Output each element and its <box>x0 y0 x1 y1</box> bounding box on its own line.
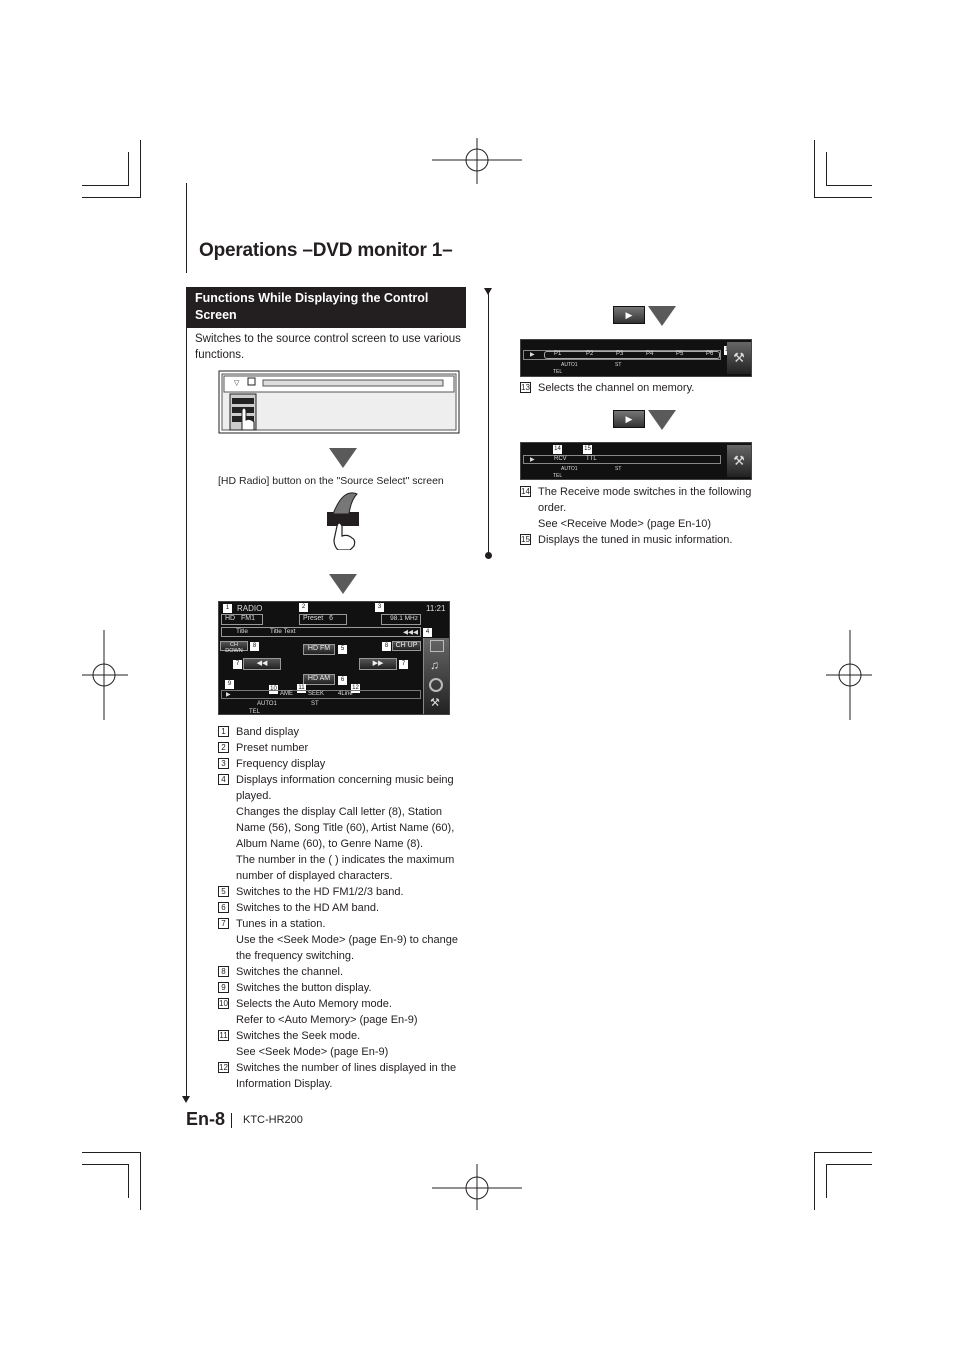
callout-text: See <Receive Mode> (page En-10) <box>538 518 712 530</box>
crop-mark <box>814 1152 872 1153</box>
hd-am-button[interactable]: HD AM <box>303 674 335 685</box>
callout-marker: 15 <box>584 446 591 452</box>
callout-text: Switches the Seek mode. <box>236 1030 361 1042</box>
tel-indicator: TEL <box>249 709 261 715</box>
crop-mark <box>826 185 872 186</box>
play-toggle[interactable]: ▶ <box>530 457 535 463</box>
preset-label: Preset <box>303 615 324 622</box>
callout-number: 12 <box>219 1063 228 1072</box>
callout-marker: 7 <box>233 660 242 669</box>
stereo-indicator: ST <box>615 466 622 472</box>
preset-screen <box>520 339 752 377</box>
receive-mode-screen <box>520 442 752 480</box>
section-heading: Functions While Displaying the Control Screen <box>186 287 466 328</box>
callout-marker: 11 <box>298 685 305 691</box>
callout-number: 6 <box>218 902 229 913</box>
title-bar <box>221 627 421 637</box>
callout-text: Switches to the HD AM band. <box>236 902 380 914</box>
preset-p5[interactable]: P5 <box>676 351 684 357</box>
callout-item <box>520 532 770 548</box>
callout-marker: 14 <box>554 446 561 452</box>
hd-radio-control-screen <box>218 601 450 715</box>
crop-mark <box>140 1152 141 1210</box>
music-note-icon[interactable]: ♫ <box>430 658 439 672</box>
callout-item <box>218 756 468 772</box>
wrench-icon[interactable]: ⚒ <box>727 445 751 477</box>
callout-list-right-b <box>520 484 770 548</box>
stereo-indicator: ST <box>615 362 622 368</box>
margin-rule-top <box>186 183 187 273</box>
arrow-down-icon <box>182 1096 190 1103</box>
callout-number: 8 <box>218 966 229 977</box>
callout-text: Switches the number of lines displayed in the Information Display. <box>236 1062 457 1090</box>
preset-group <box>544 351 720 359</box>
flow-arrow-icon <box>648 410 676 430</box>
crop-mark <box>826 1164 827 1198</box>
preset-p3[interactable]: P3 <box>616 351 624 357</box>
list-icon[interactable] <box>430 640 444 652</box>
auto-indicator: AUTO1 <box>257 701 277 707</box>
callout-item <box>218 980 468 996</box>
wrench-icon[interactable]: ⚒ <box>727 342 751 374</box>
callout-marker: 3 <box>375 603 384 612</box>
callout-number: 1 <box>218 726 229 737</box>
callout-text: Refer to <Auto Memory> (page En-9) <box>236 1014 418 1026</box>
model-name: KTC-HR200 <box>243 1114 303 1126</box>
callout-number: 10 <box>219 999 228 1008</box>
callout-marker: 2 <box>299 603 308 612</box>
callout-text: The number in the ( ) indicates the maximum number of displayed characters. <box>236 854 455 882</box>
column-rule <box>488 292 489 555</box>
callout-item <box>520 380 770 396</box>
callout-text: Use the <Seek Mode> (page En-9) to change the frequency switching. <box>236 934 458 962</box>
seek-down-button[interactable]: ◀◀ <box>243 658 281 670</box>
arrow-down-icon <box>484 288 492 295</box>
preset-number: 6 <box>329 615 333 622</box>
callout-item <box>218 900 468 916</box>
callout-item <box>218 884 468 900</box>
registration-mark-right <box>826 630 872 720</box>
callout-marker: 9 <box>225 680 234 689</box>
flow-arrow-icon <box>329 448 357 468</box>
callout-number: 14 <box>521 487 530 496</box>
callout-marker: 7 <box>399 660 408 669</box>
callout-item <box>218 740 468 756</box>
seek-button[interactable]: SEEK <box>308 691 325 697</box>
registration-mark-top <box>432 138 522 184</box>
clock: 11:21 <box>426 604 446 613</box>
wrench-icon[interactable]: ⚒ <box>430 697 440 709</box>
callout-text: Switches the button display. <box>236 982 372 994</box>
ame-button[interactable]: AME <box>280 691 294 697</box>
preset-bar <box>523 350 721 360</box>
auto-indicator: AUTO1 <box>561 466 578 472</box>
hd-fm-button[interactable]: HD FM <box>303 644 335 655</box>
receive-bar <box>523 455 721 464</box>
crop-mark <box>82 1152 140 1153</box>
callout-list-right-a <box>520 380 770 396</box>
callout-number: 9 <box>218 982 229 993</box>
tel-indicator: TEL <box>553 369 563 375</box>
preset-p6[interactable]: P6 <box>706 351 714 357</box>
callout-marker: 6 <box>338 676 347 685</box>
callout-text: Frequency display <box>236 758 326 770</box>
callout-item <box>520 484 770 532</box>
flow-arrow-icon <box>648 306 676 326</box>
callout-number: 13 <box>521 383 530 392</box>
ch-down-button[interactable]: CH DOWN <box>220 641 248 651</box>
callout-text: Tunes in a station. <box>236 918 326 930</box>
footer-divider <box>231 1113 232 1128</box>
callout-item <box>218 1060 468 1092</box>
margin-rule <box>186 287 187 1099</box>
crop-mark <box>82 197 140 198</box>
callout-number: 2 <box>218 742 229 753</box>
callout-text: Preset number <box>236 742 309 754</box>
callout-number: 15 <box>521 535 530 544</box>
frequency-value: 98.1 MHz <box>390 615 418 622</box>
hd-label: HD <box>225 615 236 622</box>
bottom-bar <box>221 690 421 699</box>
callout-text: Switches to the HD FM1/2/3 band. <box>236 886 404 898</box>
band-box <box>221 614 263 625</box>
scroll-icon[interactable]: ◀◀◀ <box>403 629 418 636</box>
crop-mark <box>128 152 129 186</box>
page-title: Operations –DVD monitor 1– <box>199 240 453 261</box>
flow-arrow-icon <box>329 574 357 594</box>
callout-marker: 10 <box>270 686 277 692</box>
intro-text: Switches to the source control screen to use various functions. <box>195 333 461 361</box>
frequency-display <box>381 614 421 625</box>
callout-marker: 8 <box>382 642 391 651</box>
crop-mark <box>826 1164 872 1165</box>
device-illustration <box>218 370 460 434</box>
callout-item <box>218 724 468 740</box>
callout-text: Displays information concerning music being played. <box>236 774 454 802</box>
callout-number: 5 <box>218 886 229 897</box>
side-panel <box>423 638 449 714</box>
callout-text: See <Seek Mode> (page En-9) <box>236 1046 389 1058</box>
play-button[interactable]: ▶ <box>613 306 645 324</box>
callout-item <box>218 996 468 1028</box>
button-display-toggle[interactable]: ▶ <box>226 692 231 698</box>
callout-marker: 12 <box>352 685 359 691</box>
callout-list-left <box>218 724 468 1092</box>
callout-item <box>218 1028 468 1060</box>
callout-text: Selects the Auto Memory mode. <box>236 998 392 1010</box>
callout-number: 4 <box>218 774 229 785</box>
callout-text: Band display <box>236 726 299 738</box>
preset-p4[interactable]: P4 <box>646 351 654 357</box>
crop-mark <box>814 1152 815 1210</box>
page-number: En-8 <box>186 1109 226 1129</box>
callout-item <box>218 772 468 884</box>
title-label: Title <box>236 628 249 635</box>
registration-mark-bottom <box>432 1164 522 1210</box>
callout-text: Changes the display Call letter (8), Station Name (56), Song Title (60), Artist Name (60), Album Name (60), to Genre Name (8). <box>236 806 455 850</box>
auto-indicator: AUTO1 <box>561 362 578 368</box>
callout-text: The Receive mode switches in the following order. <box>538 486 752 514</box>
crop-mark <box>82 185 128 186</box>
crop-mark <box>140 140 141 198</box>
callout-text: Selects the channel on memory. <box>538 382 695 394</box>
lines-button[interactable]: 4Line <box>338 691 353 697</box>
callout-number: 3 <box>218 758 229 769</box>
ch-up-button[interactable]: CH UP <box>392 641 421 651</box>
hd-radio-button-icon[interactable] <box>323 490 363 550</box>
disc-icon[interactable] <box>429 678 443 692</box>
tel-indicator: TEL <box>553 473 563 479</box>
svg-text:▽: ▽ <box>234 380 240 387</box>
callout-item <box>218 916 468 964</box>
callout-text: Switches the channel. <box>236 966 344 978</box>
end-dot <box>485 552 492 559</box>
play-toggle[interactable]: ▶ <box>530 352 535 358</box>
callout-marker: 5 <box>338 645 347 654</box>
ttl-button[interactable]: TTL <box>586 456 597 462</box>
title-text: Title Text <box>269 628 296 635</box>
stereo-indicator: ST <box>311 701 319 707</box>
rcv-button[interactable]: RCV <box>554 456 567 462</box>
crop-mark <box>826 152 827 186</box>
callout-marker: 8 <box>250 642 259 651</box>
preset-box <box>299 614 347 625</box>
callout-number: 7 <box>218 918 229 929</box>
registration-mark-left <box>82 630 128 720</box>
crop-mark <box>814 140 815 198</box>
play-button[interactable]: ▶ <box>613 410 645 428</box>
preset-p1[interactable]: P1 <box>554 351 562 357</box>
crop-mark <box>128 1164 129 1198</box>
callout-number: 11 <box>219 1031 228 1040</box>
band-display: RADIO <box>237 604 263 613</box>
hd-radio-caption: [HD Radio] button on the "Source Select" screen <box>218 475 444 487</box>
seek-up-button[interactable]: ▶▶ <box>359 658 397 670</box>
callout-text: Displays the tuned in music information. <box>538 534 733 546</box>
fm-label: FM1 <box>240 615 255 622</box>
callout-item <box>218 964 468 980</box>
crop-mark <box>814 197 872 198</box>
preset-p2[interactable]: P2 <box>586 351 594 357</box>
crop-mark <box>82 1164 128 1165</box>
callout-marker: 1 <box>223 604 232 613</box>
callout-marker: 4 <box>423 628 432 637</box>
